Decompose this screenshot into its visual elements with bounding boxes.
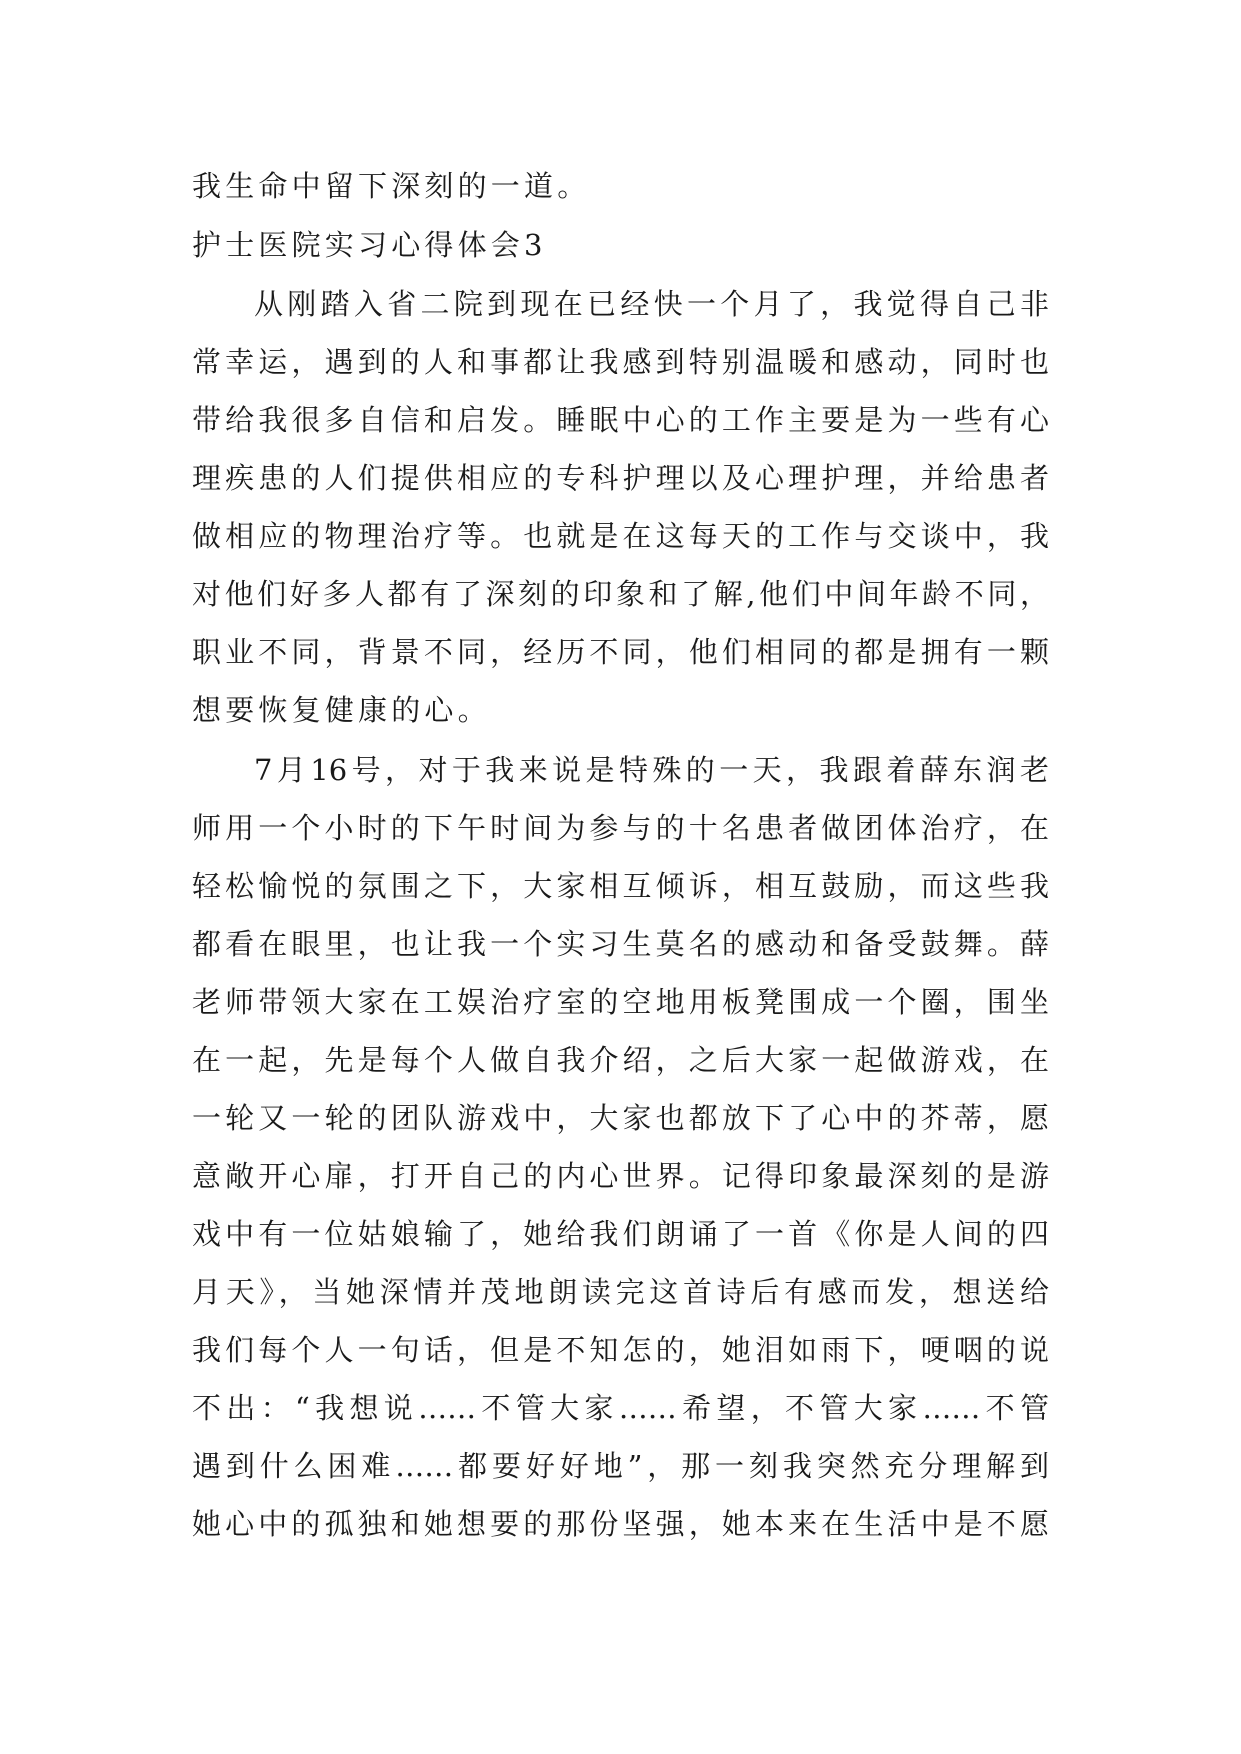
paragraph-line: 带给我很多自信和启发。睡眠中心的工作主要是为一些有心 xyxy=(192,403,1049,437)
paragraph-line: 7月16号，对于我来说是特殊的一天，我跟着薛东润老 xyxy=(254,753,1049,787)
paragraph-line: 她心中的孤独和她想要的那份坚强，她本来在生活中是不愿 xyxy=(192,1507,1049,1541)
paragraph-line: 常幸运，遇到的人和事都让我感到特别温暖和感动，同时也 xyxy=(192,345,1049,379)
paragraph-line: 做相应的物理治疗等。也就是在这每天的工作与交谈中，我 xyxy=(192,519,1049,553)
paragraph-line: 月天》，当她深情并茂地朗读完这首诗后有感而发，想送给 xyxy=(192,1275,1049,1309)
paragraph-line: 都看在眼里，也让我一个实习生莫名的感动和备受鼓舞。薛 xyxy=(192,927,1049,961)
text-line: 我生命中留下深刻的一道。 xyxy=(192,169,591,203)
paragraph-line: 在一起，先是每个人做自我介绍，之后大家一起做游戏，在 xyxy=(192,1043,1049,1077)
paragraph-line: 对他们好多人都有了深刻的印象和了解,他们中间年龄不同， xyxy=(192,577,1049,611)
section-heading: 护士医院实习心得体会3 xyxy=(192,228,547,262)
paragraph-line: 从刚踏入省二院到现在已经快一个月了，我觉得自己非 xyxy=(254,287,1049,321)
paragraph-line: 轻松愉悦的氛围之下，大家相互倾诉，相互鼓励，而这些我 xyxy=(192,869,1049,903)
paragraph-line: 我们每个人一句话，但是不知怎的，她泪如雨下，哽咽的说 xyxy=(192,1333,1049,1367)
paragraph-line: 理疾患的人们提供相应的专科护理以及心理护理，并给患者 xyxy=(192,461,1049,495)
paragraph-line: 意敞开心扉，打开自己的内心世界。记得印象最深刻的是游 xyxy=(192,1159,1049,1193)
paragraph-line: 想要恢复健康的心。 xyxy=(192,693,491,727)
paragraph-line: 不出：“我想说……不管大家……希望，不管大家……不管 xyxy=(192,1391,1049,1425)
paragraph-line: 师用一个小时的下午时间为参与的十名患者做团体治疗，在 xyxy=(192,811,1049,845)
paragraph-line: 遇到什么困难……都要好好地”，那一刻我突然充分理解到 xyxy=(192,1449,1049,1483)
paragraph-line: 职业不同，背景不同，经历不同，他们相同的都是拥有一颗 xyxy=(192,635,1049,669)
paragraph-line: 老师带领大家在工娱治疗室的空地用板凳围成一个圈，围坐 xyxy=(192,985,1049,1019)
paragraph-line: 一轮又一轮的团队游戏中，大家也都放下了心中的芥蒂，愿 xyxy=(192,1101,1049,1135)
paragraph-line: 戏中有一位姑娘输了，她给我们朗诵了一首《你是人间的四 xyxy=(192,1217,1049,1251)
